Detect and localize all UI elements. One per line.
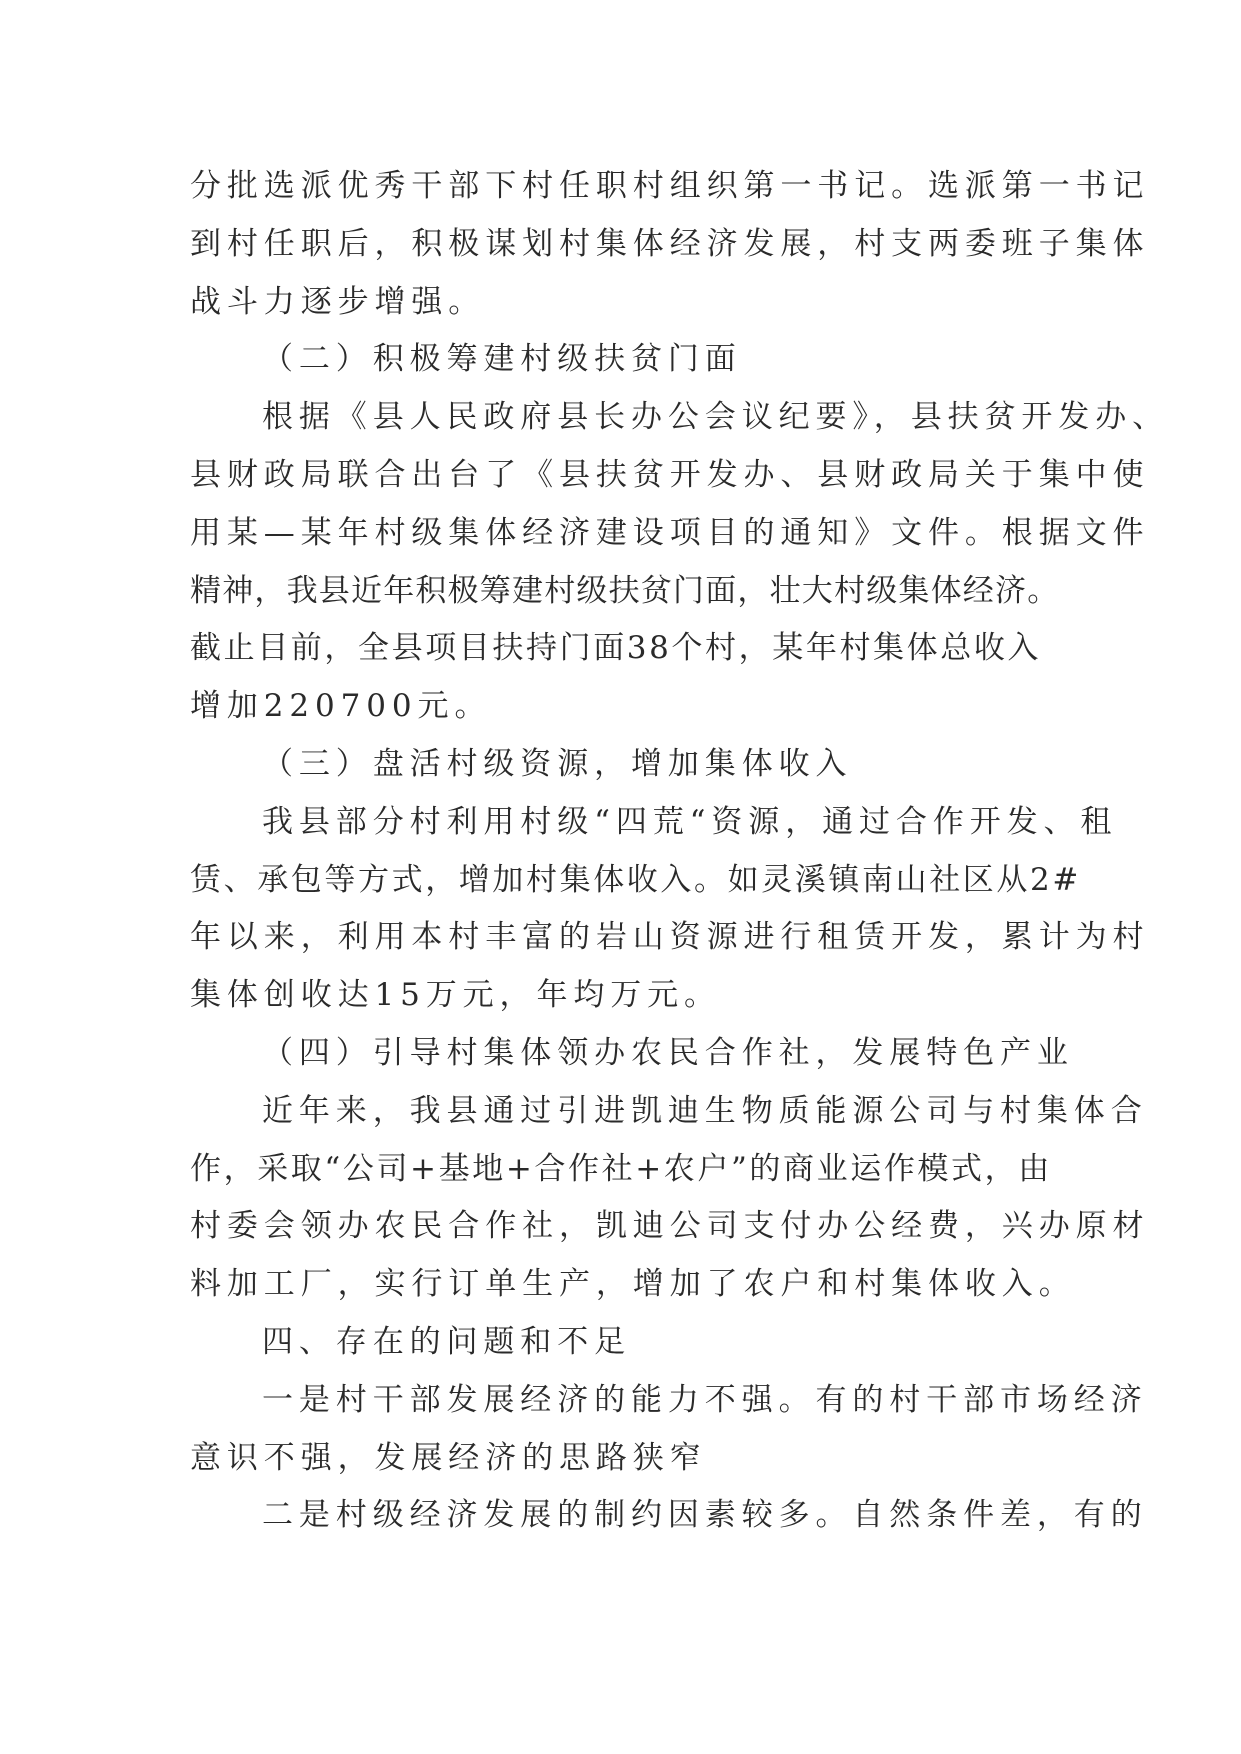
document-body bbox=[190, 158, 1169, 1545]
paragraph-line: 一是村干部发展经济的能力不强。有的村干部市场经济 bbox=[262, 1381, 1148, 1418]
paragraph-line: 年以来，利用本村丰富的岩山资源进行租赁开发，累计为村 bbox=[190, 919, 1150, 956]
paragraph-line: 增加220700元。 bbox=[190, 688, 492, 725]
paragraph-line: 赁、承包等方式，增加村集体收入。如灵溪镇南山社区从2# bbox=[190, 861, 1081, 898]
paragraph-line: 我县部分村利用村级“四荒“资源，通过合作开发、租 bbox=[262, 803, 1118, 840]
paragraph-line: 二是村级经济发展的制约因素较多。自然条件差，有的 bbox=[262, 1497, 1148, 1534]
paragraph-line: 用某—某年村级集体经济建设项目的通知》文件。根据文件 bbox=[190, 514, 1150, 551]
paragraph-line: 根据《县人民政府县长办公会议纪要》，县扶贫开发办、 bbox=[262, 399, 1169, 436]
paragraph-line: 分批选派优秀干部下村任职村组织第一书记。选派第一书记 bbox=[190, 168, 1150, 204]
paragraph-line: 到村任职后，积极谋划村集体经济发展，村支两委班子集体 bbox=[190, 225, 1150, 262]
section-heading: （四）引导村集体领办农民合作社，发展特色产业 bbox=[262, 1034, 1074, 1071]
paragraph-line: 意识不强，发展经济的思路狭窄 bbox=[190, 1439, 707, 1476]
paragraph-line: 料加工厂，实行订单生产，增加了农户和村集体收入。 bbox=[190, 1266, 1076, 1303]
paragraph-line: 村委会领办农民合作社，凯迪公司支付办公经费，兴办原材 bbox=[190, 1208, 1150, 1245]
paragraph-line: 截止目前，全县项目扶持门面38个村，某年村集体总收入 bbox=[190, 630, 1042, 667]
paragraph-line: 战斗力逐步增强。 bbox=[190, 283, 486, 320]
paragraph-line: 近年来，我县通过引进凯迪生物质能源公司与村集体合 bbox=[262, 1092, 1148, 1129]
paragraph-line: 精神，我县近年积极筹建村级扶贫门面，壮大村级集体经济。 bbox=[190, 572, 1060, 609]
paragraph-line: 县财政局联合出台了《县扶贫开发办、县财政局关于集中使 bbox=[190, 456, 1150, 493]
paragraph-line: 作，采取“公司+基地+合作社+农户”的商业运作模式，由 bbox=[190, 1150, 1052, 1187]
paragraph-line: 集体创收达15万元，年均万元。 bbox=[190, 977, 721, 1014]
section-heading: 四、存在的问题和不足 bbox=[262, 1323, 631, 1360]
section-heading: （三）盘活村级资源，增加集体收入 bbox=[262, 745, 853, 782]
section-heading: （二）积极筹建村级扶贫门面 bbox=[262, 341, 742, 378]
